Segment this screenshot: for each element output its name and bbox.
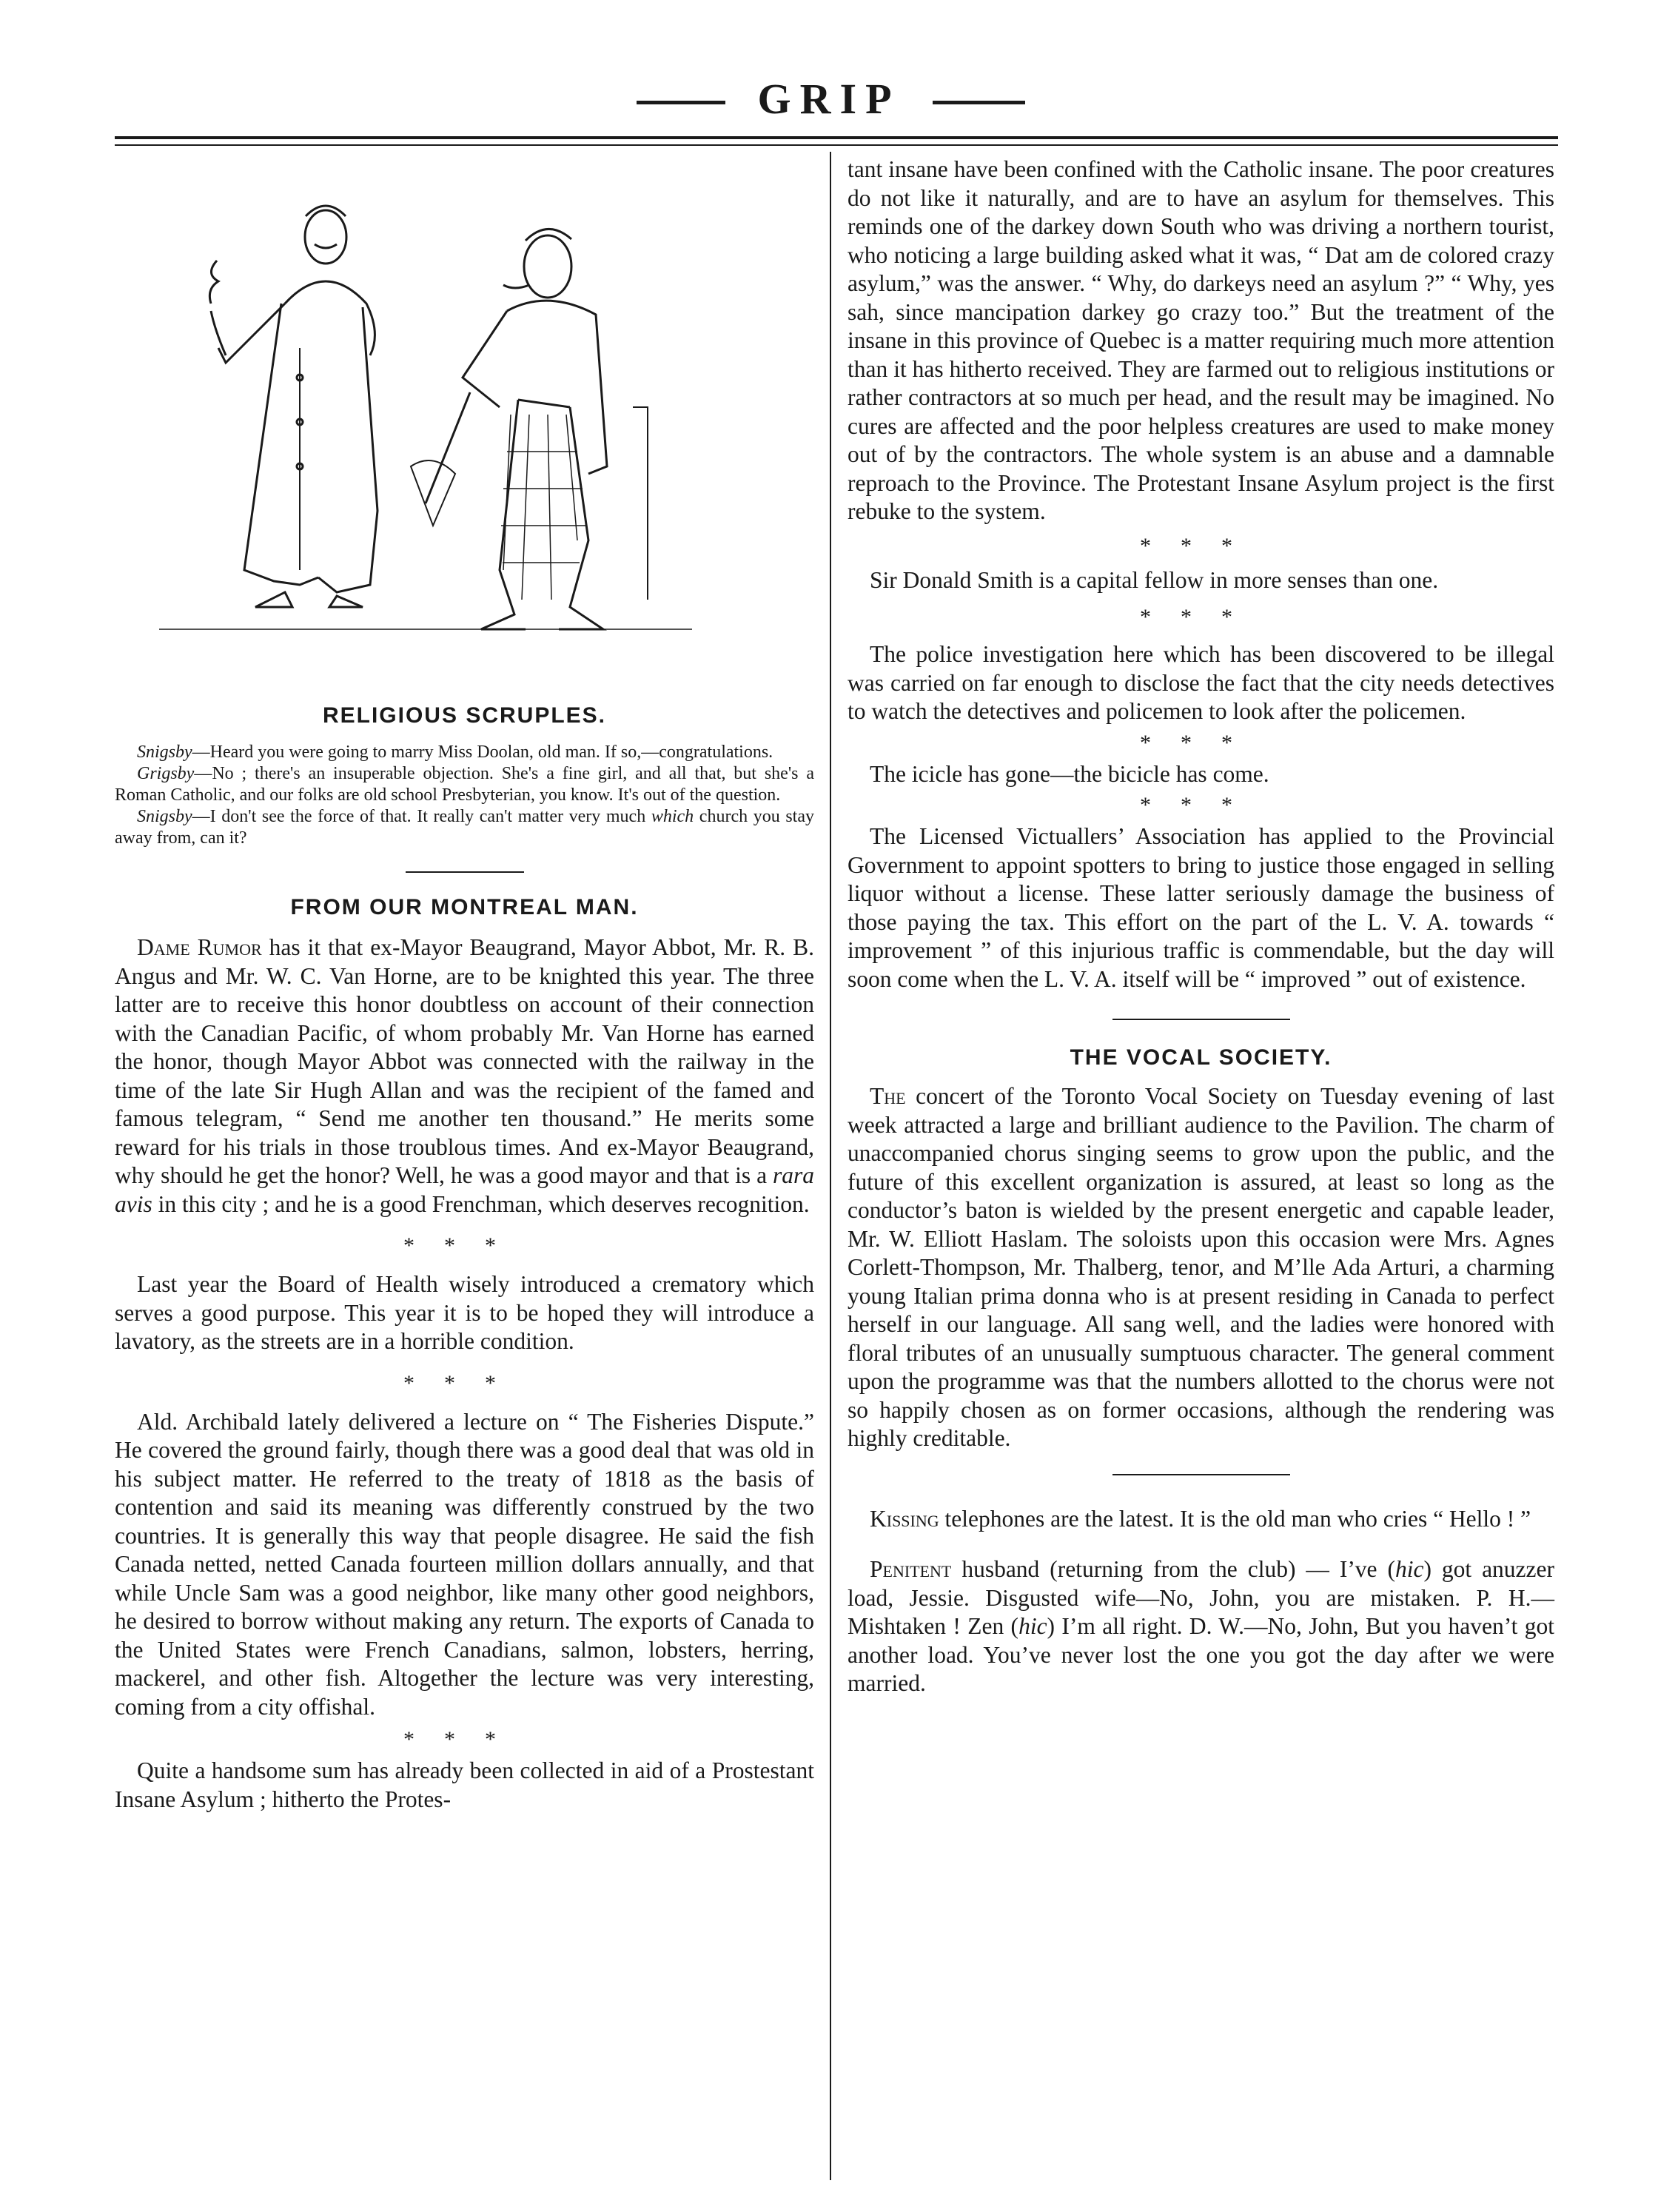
- section-stars: ***: [1140, 605, 1262, 629]
- article-paragraph: The police investigation here which has been discovered to be illegal was carried on far enough to disclose the fact that the city needs detectives to watch the detectives and policemen to look after the policemen.: [848, 641, 1554, 724]
- article-paragraph: tant insane have been confined with the Catholic insane. The poor creatures do not like it naturally, and are to have an asylum for themselves. This reminds one of the darkey down South who was driving a northern tourist, who noticing a large building asked what it was, “ Dat am de colored crazy asylum,” was the answer. “ Why, do darkeys need an asylum ?” “ Why, yes sah, since mancipation darkey go crazy too.” But the treatment of the insane in this province of Quebec is a matter requiring much more attention than it has hitherto received. They are farmed out to religious institutions or rather contractors at so much per head, and the result may be imagined. No cures are affected and the poor helpless creatures are used to make money out of by the contractors. The whole system is an abuse and a damnable reproach to the Province. The Protestant Insane Asylum project is the first rebuke to the system.: [848, 156, 1554, 524]
- heading-religious-scruples: RELIGIOUS SCRUPLES.: [322, 703, 607, 728]
- section-stars: ***: [1140, 533, 1262, 558]
- article-paragraph: Kissing telephones are the latest. It is the old man who cries “ Hello ! ”: [870, 1505, 1531, 1532]
- section-stars: ***: [403, 1370, 526, 1395]
- section-stars: ***: [1140, 730, 1262, 755]
- header-rule-thin: [115, 144, 1558, 146]
- article-paragraph: The concert of the Toronto Vocal Society on Tuesday evening of last week attracted a large and brilliant audience to the Pavilion. The charm of unaccompanied chorus singing seems to grow upon the public, and the future of this excellent organization is assured, at least so long as the conductor’s baton is wielded by the present energetic and capable leader, Mr. W. Elliott Haslam. The soloists upon this occasion were Mrs. Agnes Corlett-Thompson, Mr. Thalberg, tenor, and M’lle Ada Arturi, a charming young Italian prima donna who is at present residing in Canada to perfect herself in our language. All sang well, and the ladies were honored with floral tributes of an unusually sumptuous character. The general comment upon the programme was that the numbers allotted to the chorus were not so happily chosen as on former occasions, although the rendering was highly creditable.: [848, 1083, 1554, 1451]
- speaker: Grigsby: [137, 764, 195, 783]
- speaker: Snigsby: [137, 807, 192, 826]
- cartoon-caption-line: Snigsby—Heard you were going to marry Miss Doolan, old man. If so,—congratulations.: [137, 743, 773, 762]
- article-paragraph: Dame Rumor has it that ex-Mayor Beaugrand, Mayor Abbot, Mr. R. B. Angus and Mr. W. C. Van Horne, are to be knighted this year. The three latter are to receive this honor doubtless on account of their connection with the Canadian Pacific, of whom probably Mr. Van Horne has earned the honor, though Mayor Abbot was connected with the railway in the time of the late Sir Hugh Allan and was the recipient of the famed and famous telegram, “ Send me another ten thousand.” He merits some reward for his trials in those troublous times. And ex-Mayor Beaugrand, why should he get the honor? Well, he was a good mayor and that is a rara avis in this city ; and he is a good Frenchman, which deserves recognition.: [115, 934, 814, 1217]
- article-paragraph: Quite a handsome sum has already been collected in aid of a Prostestant Insane Asylum ; hitherto the Protes-: [115, 1757, 814, 1812]
- cartoon-caption-line: Grigsby—No ; there's an insuperable objection. She's a fine girl, and all that, but she's a Roman Catholic, and our folks are old school Presbyterian, you know. It's out of the question.: [115, 764, 814, 805]
- right-column: [848, 155, 1554, 1698]
- article-paragraph: The icicle has gone—the bicicle has come.: [870, 760, 1269, 787]
- column-divider: [830, 152, 831, 2180]
- article-paragraph: Last year the Board of Health wisely introduced a crematory which serves a good purpose. This year it is to be hoped they will introduce a lavatory, as the streets are in a horrible condition.: [115, 1271, 814, 1354]
- header-rule: [115, 136, 1558, 139]
- masthead-title: GRIP: [757, 75, 901, 123]
- heading-vocal-society: THE VOCAL SOCIETY.: [1070, 1045, 1332, 1070]
- article-paragraph: Sir Donald Smith is a capital fellow in more senses than one.: [870, 566, 1439, 593]
- heading-montreal: FROM OUR MONTREAL MAN.: [290, 895, 639, 919]
- article-paragraph: Penitent husband (returning from the club) — I’ve (hic) got anuzzer load, Jessie. Disgusted wife—No, John, you are mistaken. P. H.—Mishtaken ! Zen (hic) I’m all right. D. W.—No, John, But you haven’t got another load. You’ve never lost the one you got the day after we were married.: [848, 1556, 1555, 1696]
- cartoon-caption-line: Snigsby—I don't see the force of that. It really can't matter very much which church you stay away from, can it?: [115, 807, 814, 848]
- article-paragraph: The Licensed Victuallers’ Association has applied to the Provincial Government to appoint spotters to bring to justice those engaged in selling liquor without a license. These latter seriously damage the business of those paying the tax. This effort on the part of the L. V. A. towards “ improvement ” of this injurious traffic is commendable, but the day will soon come when the L. V. A. itself will be “ improved ” out of existence.: [848, 823, 1554, 992]
- section-stars: ***: [403, 1727, 526, 1752]
- article-paragraph: Ald. Archibald lately delivered a lecture on “ The Fisheries Dispute.” He covered the ground fairly, though there was a good deal that was old in his subject matter. He referred to the treaty of 1818 as the basis of contention and said its meaning was differently construed by the two countries. It is generally this way that people disagree. He said the fish Canada netted, netted Canada fourteen million dollars annually, and that while Uncle Sam was a good neighbor, like many other good neighbors, he desired to borrow without making any return. The exports of Canada to the United States were French Canadians, salmon, lobsters, herring, mackerel, and other fish. Altogether the lecture was very interesting, coming from a city offishal.: [115, 1408, 814, 1720]
- masthead: [0, 74, 1658, 133]
- section-stars: ***: [403, 1233, 526, 1258]
- section-stars: ***: [1140, 793, 1262, 817]
- speaker: Snigsby: [137, 743, 192, 762]
- left-column: [115, 155, 814, 1814]
